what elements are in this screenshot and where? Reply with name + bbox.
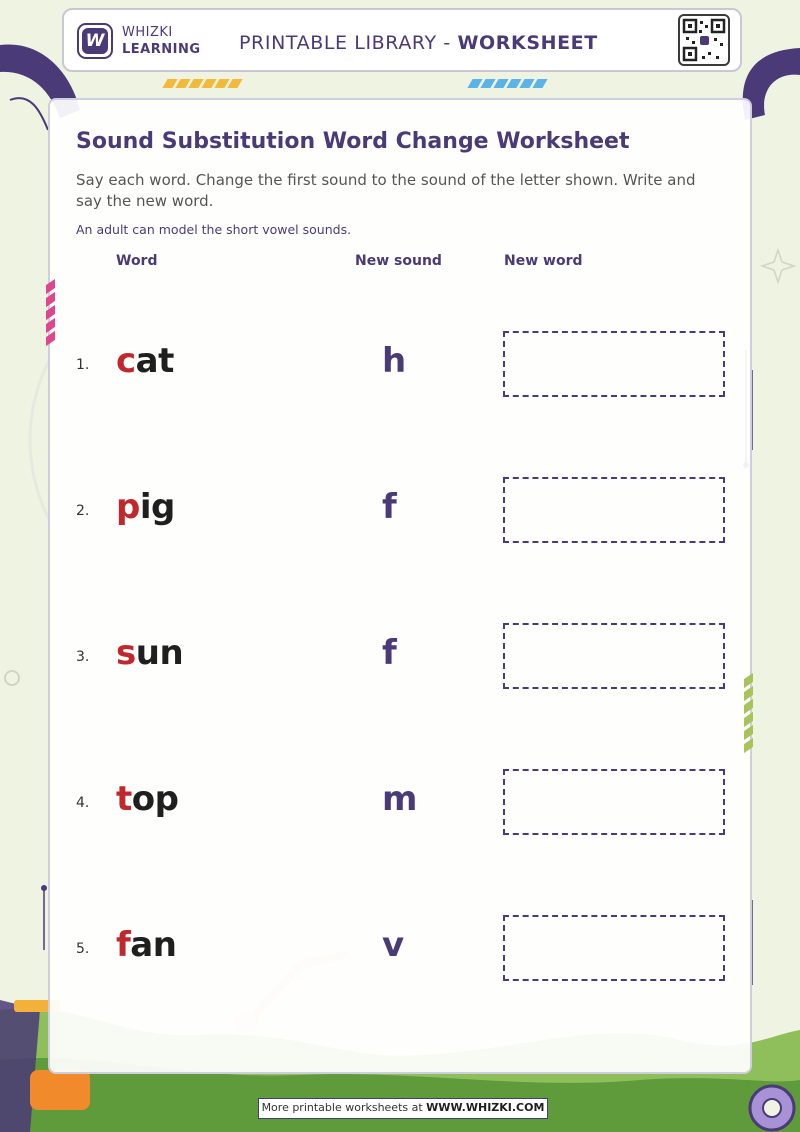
source-word xyxy=(116,925,176,965)
footer-link[interactable]: WWW.WHIZKI.COM xyxy=(426,1101,545,1114)
new-sound-letter: f xyxy=(382,633,397,673)
row-number: 3. xyxy=(76,649,90,665)
word-rest: op xyxy=(131,779,179,819)
blue-stripes xyxy=(470,79,545,89)
column-header-new-word: New word xyxy=(504,253,583,269)
row-number: 1. xyxy=(76,357,90,373)
column-header-word: Word xyxy=(116,253,158,269)
source-word xyxy=(116,487,175,527)
brand-subtitle: LEARNING xyxy=(122,42,201,57)
word-rest: an xyxy=(130,925,177,965)
source-word xyxy=(116,633,183,673)
column-header-new-sound: New sound xyxy=(355,253,442,269)
header-title xyxy=(239,32,598,54)
green-side-stripes xyxy=(744,676,753,750)
word-rest: un xyxy=(135,633,184,673)
whizki-logo[interactable] xyxy=(77,23,113,59)
row-number: 4. xyxy=(76,795,90,811)
source-word xyxy=(116,341,174,381)
new-sound-letter: h xyxy=(382,341,407,381)
first-letter: p xyxy=(116,487,140,527)
footer-text: More printable worksheets at xyxy=(261,1101,427,1114)
new-sound-letter: m xyxy=(382,779,418,819)
row-number: 5. xyxy=(76,941,90,957)
brand-name: WHIZKI xyxy=(122,25,173,40)
worksheet-note: An adult can model the short vowel sounds. xyxy=(76,222,352,237)
source-word xyxy=(116,779,178,819)
qr-pattern xyxy=(680,16,728,64)
first-letter: c xyxy=(116,341,136,381)
answer-box[interactable] xyxy=(503,477,725,543)
answer-box[interactable] xyxy=(503,769,725,835)
word-rest: ig xyxy=(139,487,175,527)
first-letter: t xyxy=(116,779,132,819)
logo-glyph: W xyxy=(82,28,108,54)
header-title-emphasis: WORKSHEET xyxy=(457,32,598,54)
header-bar xyxy=(62,8,742,72)
new-sound-letter: f xyxy=(382,487,397,527)
yellow-stripes xyxy=(165,79,240,89)
word-rest: at xyxy=(135,341,174,381)
header-title-prefix: PRINTABLE LIBRARY - xyxy=(239,32,458,54)
first-letter: f xyxy=(116,925,131,965)
row-number: 2. xyxy=(76,503,90,519)
worksheet-instructions: Say each word. Change the first sound to the sound of the letter shown. Write and say the new word. xyxy=(76,171,696,210)
new-sound-letter: v xyxy=(382,925,405,965)
answer-box[interactable] xyxy=(503,331,725,397)
pink-side-stripes xyxy=(46,282,55,343)
answer-box[interactable] xyxy=(503,623,725,689)
answer-box[interactable] xyxy=(503,915,725,981)
qr-code-icon[interactable] xyxy=(678,14,730,66)
footer-banner xyxy=(258,1098,548,1119)
worksheet-title: Sound Substitution Word Change Worksheet xyxy=(76,129,630,154)
first-letter: s xyxy=(116,633,136,673)
